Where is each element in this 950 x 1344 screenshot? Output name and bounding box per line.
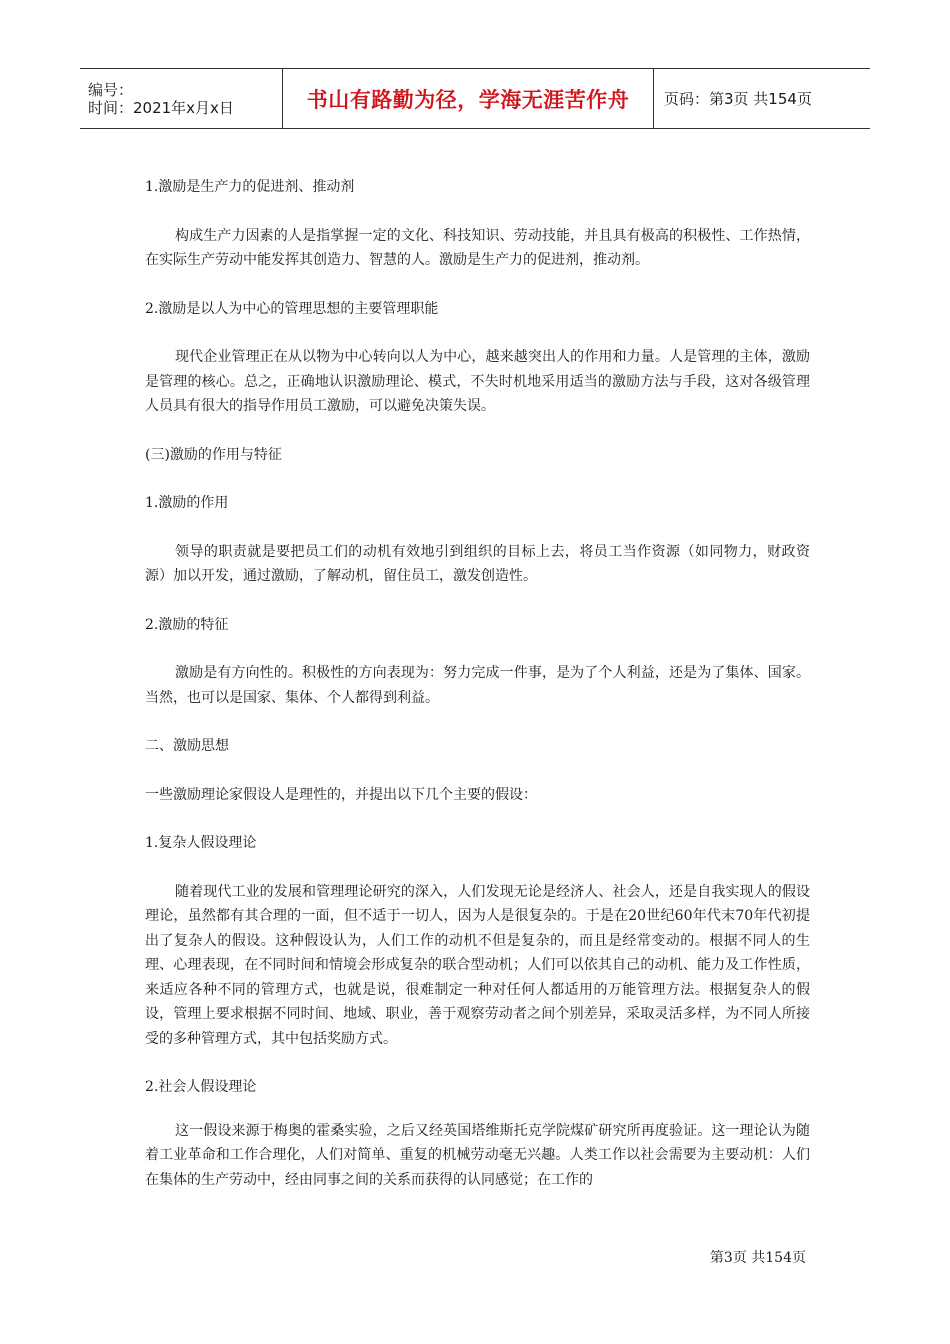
header-meta [80,69,282,128]
paragraph: 2.激励的特征 [145,616,229,633]
section-heading: 二、激励思想 [145,738,229,754]
paragraph: 构成生产力因素的人是指掌握一定的文化、科技知识、劳动技能，并且具有极高的积极性、工作热情，在实际生产劳动中能发挥其创造力、智慧的人。激励是生产力的促进剂，推动剂。 [145,227,810,268]
header-page-cell [654,69,870,128]
paragraph: 2.社会人假设理论 [145,1079,257,1095]
paragraph: 激励是有方向性的。积极性的方向表现为：努力完成一件事，是为了个人利益，还是为了集体、国家。当然，也可以是国家、集体、个人都得到利益。 [145,665,810,706]
paragraph: 1.激励是生产力的促进剂、推动剂 [145,179,355,195]
paragraph: 一些激励理论家假设人是理性的，并提出以下几个主要的假设： [145,786,537,803]
document-body [145,175,810,1216]
motto-text: 书山有路勤为径，学海无涯苦作舟 [306,87,630,112]
page-header [80,68,870,129]
paragraph: 领导的职责就是要把员工们的动机有效地引到组织的目标上去，将员工当作资源（如同物力，财政资源）加以开发，通过激励，了解动机，留住员工，激发创造性。 [145,543,810,584]
header-page-number: 页码：第3页 共154页 [664,90,812,108]
doc-number-label: 编号： [88,80,134,99]
paragraph: 1.激励的作用 [145,495,229,511]
paragraph: 2.激励是以人为中心的管理思想的主要管理职能 [145,300,439,317]
paragraph: 这一假设来源于梅奥的霍桑实验，之后又经英国塔维斯托克学院煤矿研究所再度验证。这一理论认为随着工业革命和工作合理化，人们对简单、重复的机械劳动毫无兴趣。人类工作以社会需要为主要动机：人们在集体的生产劳动中，经由同事之间的关系而获得的认同感觉；在工作的 [145,1122,810,1188]
doc-time-label: 时间：2021年x月x日 [88,98,234,117]
section-heading: (三)激励的作用与特征 [145,446,282,463]
paragraph: 现代企业管理正在从以物为中心转向以人为中心，越来越突出人的作用和力量。人是管理的主体，激励是管理的核心。总之，正确地认识激励理论、模式，不失时机地采用适当的激励方法与手段，这对各级管理人员具有很大的指导作用员工激励，可以避免决策失误。 [145,349,810,414]
paragraph: 1.复杂人假设理论 [145,835,257,851]
header-motto-cell [282,69,654,128]
page-footer: 第3页 共154页 [709,1250,806,1266]
paragraph: 随着现代工业的发展和管理理论研究的深入，人们发现无论是经济人、社会人，还是自我实现人的假设理论，虽然都有其合理的一面，但不适于一切人，因为人是很复杂的。于是在20世纪60年代末70年代初提出了复杂人的假设。这种假设认为，人们工作的动机不但是复杂的，而且是经常变动的。根据不同人的生理、心理表现，在不同时间和情境会形成复杂的联合型动机；人们可以依其自己的动机、能力及工作性质，来适应各种不同的管理方式，也就是说，很难制定一种对任何人都适用的万能管理方法。根据复杂人的假设，管理上要求根据不同时间、地域、职业，善于观察劳动者之间个别差异，采取灵活多样，为不同人所接受的多种管理方式，其中包括奖励方式。 [145,883,810,1047]
